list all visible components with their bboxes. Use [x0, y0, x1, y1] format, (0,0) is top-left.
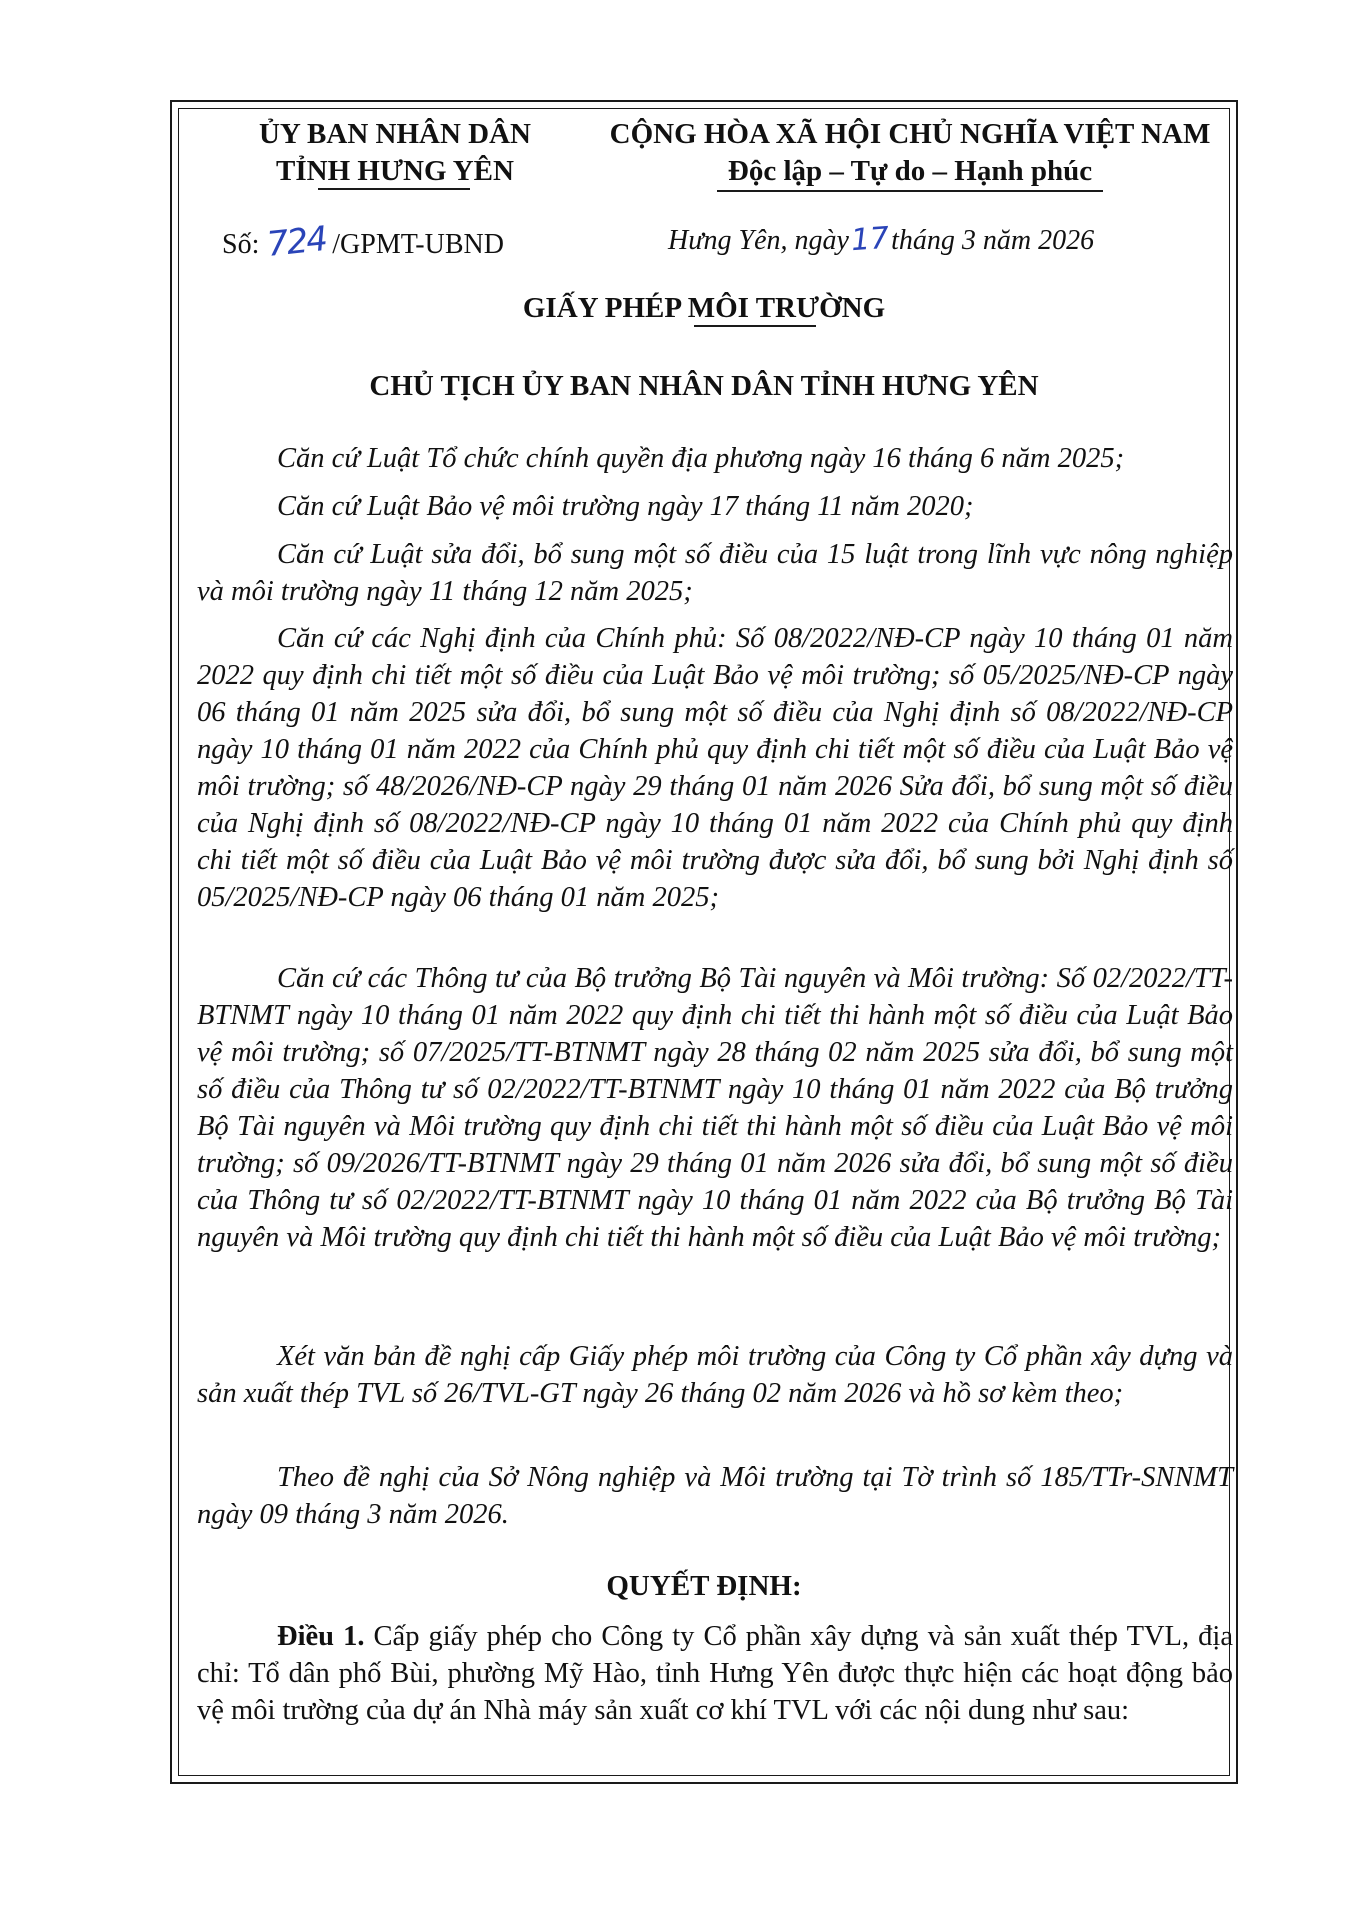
legal-basis-4: Căn cứ các Nghị định của Chính phủ: Số 08/2022/NĐ-CP ngày 10 tháng 01 năm 2022 quy định chi tiết một số điều của Luật Bảo vệ môi trường; số 05/2025/NĐ-CP ngày 06 tháng 01 năm 2025 sửa đổi, bổ sung một số điều của Nghị định số 08/2022/NĐ-CP ngày 10 tháng 01 năm 2022 của Chính phủ quy định chi tiết một số điều của Luật Bảo vệ môi trường; số 48/2026/NĐ-CP ngày 29 tháng 01 năm 2026 Sửa đổi, bổ sung một số điều của Nghị định số 08/2022/NĐ-CP ngày 10 tháng 01 năm 2022 của Chính phủ quy định chi tiết một số điều của Luật Bảo vệ môi trường được sửa đổi, bổ sung bởi Nghị định số 05/2025/NĐ-CP ngày 06 tháng 01 năm 2025;	[197, 623, 1233, 913]
document-number	[222, 219, 504, 265]
legal-basis-1: Căn cứ Luật Tổ chức chính quyền địa phương ngày 16 tháng 6 năm 2025;	[277, 443, 1125, 474]
document-title: GIẤY PHÉP MÔI TRƯỜNG	[522, 292, 886, 324]
document-number-handwritten: 724	[265, 219, 329, 265]
issue-place: Hưng Yên, ngày	[668, 225, 849, 256]
nation-motto: Độc lập – Tự do – Hạnh phúc	[727, 155, 1093, 187]
legal-basis-6: Xét văn bản đề nghị cấp Giấy phép môi trường của Công ty Cổ phần xây dựng và sản xuất thép TVL số 26/TVL-GT ngày 26 tháng 02 năm 2026 và hồ sơ kèm theo;	[197, 1341, 1233, 1409]
agency-underline	[318, 188, 470, 190]
agency-name-line2: TỈNH HƯNG YÊN	[276, 155, 514, 187]
article-1-label: Điều 1.	[277, 1621, 365, 1652]
nation-name: CỘNG HÒA XÃ HỘI CHỦ NGHĨA VIỆT NAM	[609, 118, 1211, 150]
title-underline	[694, 325, 816, 327]
legal-basis-5: Căn cứ các Thông tư của Bộ trưởng Bộ Tài nguyên và Môi trường: Số 02/2022/TT-BTNMT ngày 10 tháng 01 năm 2022 quy định chi tiết thi hành một số điều của Luật Bảo vệ môi trường; số 07/2025/TT-BTNMT ngày 28 tháng 02 năm 2025 sửa đổi, bổ sung một số điều của Thông tư số 02/2022/TT-BTNMT ngày 10 tháng 01 năm 2022 của Bộ trưởng Bộ Tài nguyên và Môi trường quy định chi tiết thi hành một số điều của Luật Bảo vệ môi trường; số 09/2026/TT-BTNMT ngày 29 tháng 01 năm 2026 sửa đổi, bổ sung một số điều của Thông tư số 02/2022/TT-BTNMT ngày 10 tháng 01 năm 2022 của Bộ trưởng Bộ Tài nguyên và Môi trường quy định chi tiết thi hành một số điều của Luật Bảo vệ môi trường;	[197, 963, 1233, 1253]
issue-day-handwritten: 17	[849, 220, 891, 259]
article-1-text: Cấp giấy phép cho Công ty Cổ phần xây dựng và sản xuất thép TVL, địa chỉ: Tổ dân phố Bùi, phường Mỹ Hào, tỉnh Hưng Yên được thực hiện các hoạt động bảo vệ môi trường của dự án Nhà máy sản xuất cơ khí TVL với các nội dung như sau:	[197, 1621, 1233, 1726]
issue-date	[668, 222, 1094, 257]
legal-basis-3: Căn cứ Luật sửa đổi, bổ sung một số điều của 15 luật trong lĩnh vực nông nghiệp và môi trường ngày 11 tháng 12 năm 2025;	[197, 539, 1233, 607]
article-1	[197, 1618, 1233, 1729]
issuing-authority: CHỦ TỊCH ỦY BAN NHÂN DÂN TỈNH HƯNG YÊN	[369, 370, 1039, 402]
document-number-suffix: /GPMT-UBND	[332, 229, 504, 260]
issue-date-rest: tháng 3 năm 2026	[891, 225, 1095, 256]
legal-basis-2: Căn cứ Luật Bảo vệ môi trường ngày 17 tháng 11 năm 2020;	[277, 491, 974, 522]
decision-heading: QUYẾT ĐỊNH:	[606, 1570, 802, 1602]
legal-basis-7: Theo đề nghị của Sở Nông nghiệp và Môi trường tại Tờ trình số 185/TTr-SNNMT ngày 09 tháng 3 năm 2026.	[197, 1462, 1233, 1530]
motto-underline	[717, 190, 1103, 192]
document-number-label: Số:	[222, 229, 260, 260]
agency-name-line1: ỦY BAN NHÂN DÂN	[258, 118, 531, 150]
